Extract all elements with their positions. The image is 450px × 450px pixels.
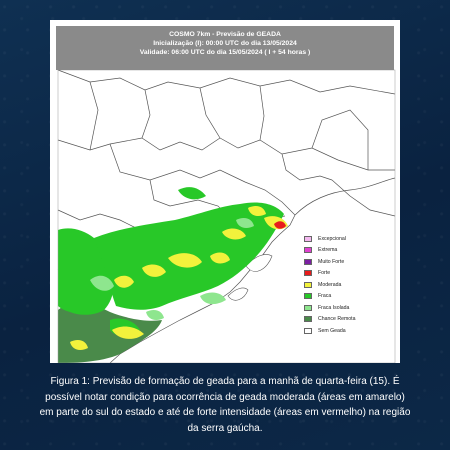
map-title-line3: Validade: 06:00 UTC do dia 15/05/2024 ( I + 54 horas ) [139,49,311,56]
legend-swatch-extrema [304,247,312,253]
legend-label: Fraca [318,293,332,300]
legend-label: Fraca Isolada [318,304,350,311]
legend-label: Moderada [318,281,342,288]
legend-swatch-forte [304,270,312,276]
legend-swatch-moderada [304,282,312,288]
legend-label: Excepcional [318,235,346,242]
legend-item [304,291,384,303]
legend-swatch-fraca-isolada [304,305,312,311]
map-title-line1: COSMO 7km - Previsão de GEADA [169,31,281,38]
legend-swatch-excepcional [304,236,312,242]
figure-caption: Figura 1: Previsão de formação de geada para a manhã de quarta-feira (15). É possível notar condição para ocorrência de geada moderada (áreas em amarelo) em parte do sul do estado e até de forte intensidade (áreas em vermelho) na região da serra gaúcha. [39,376,411,434]
map-title-line2: Inicialização (I): 00:00 UTC do dia 13/05/2024 [153,40,297,47]
legend-item [304,233,384,245]
legend-swatch-chance-remota [304,316,312,322]
legend-swatch-fraca [304,293,312,299]
legend-item [304,325,384,337]
legend-item [304,279,384,291]
legend-swatch-muito-forte [304,259,312,265]
legend-label: Extrema [318,247,338,254]
legend-item [304,268,384,280]
map-title [56,26,394,70]
legend-item [304,302,384,314]
frost-forecast-map [50,20,400,363]
legend-label: Sem Geada [318,327,346,334]
map-legend [304,233,384,337]
legend-item [304,245,384,257]
legend-item [304,314,384,326]
legend-item [304,256,384,268]
legend-label: Chance Remota [318,316,356,323]
legend-swatch-sem-geada [304,328,312,334]
legend-label: Muito Forte [318,258,345,265]
legend-label: Forte [318,270,331,277]
